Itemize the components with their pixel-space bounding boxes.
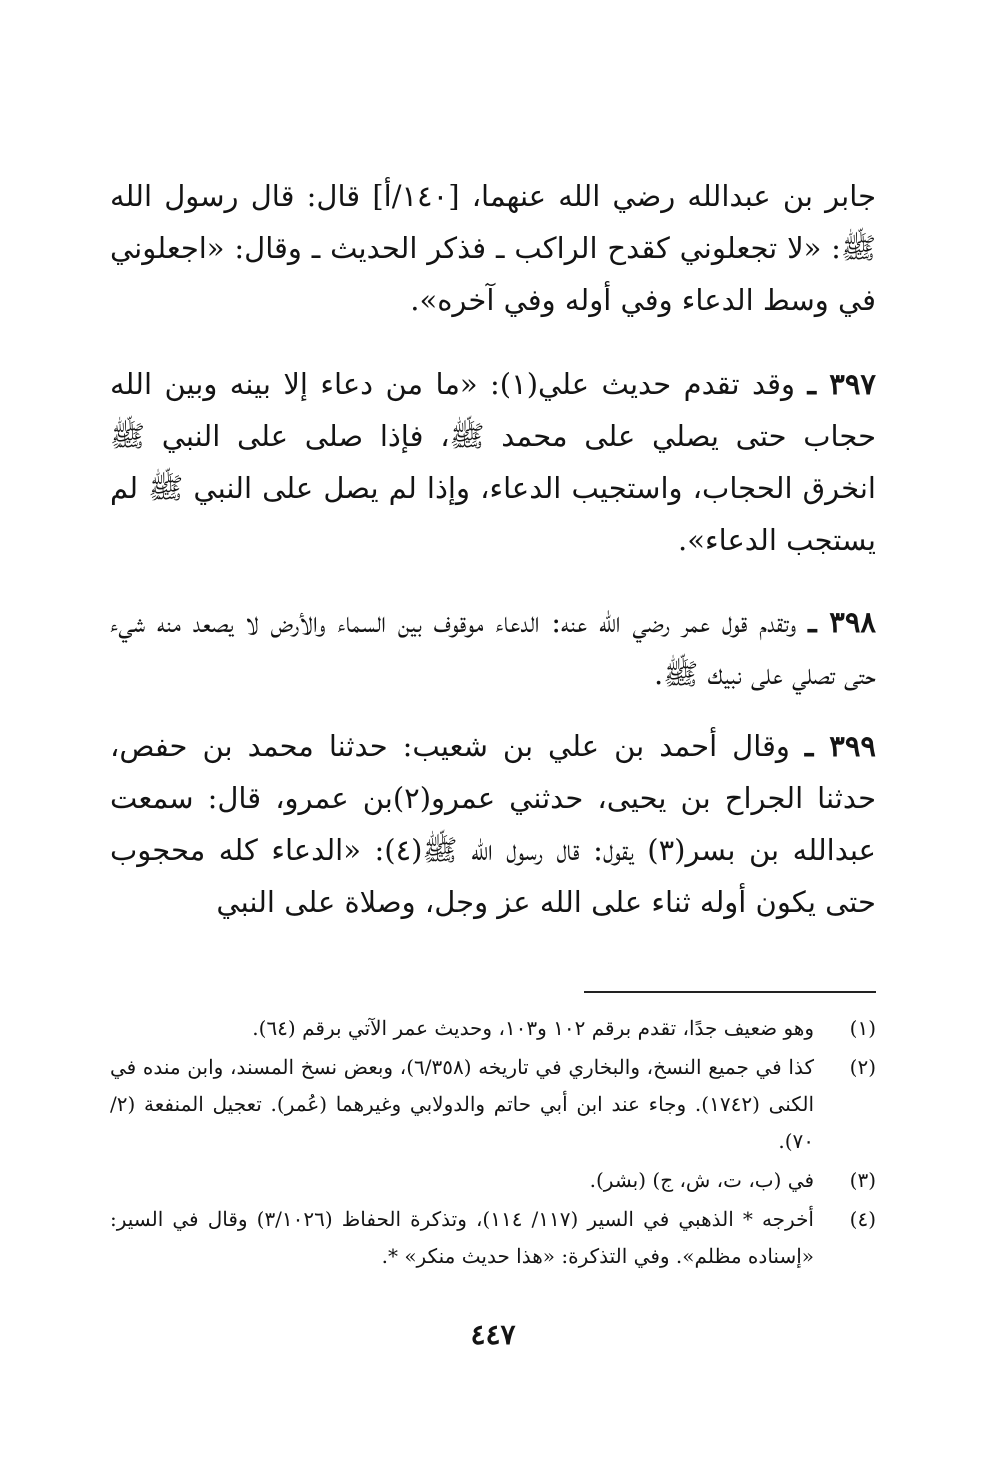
- footnote-text: أخرجه * الذهبي في السير (١١٧/ ١١٤)، وتذكرة الحفاظ (٣/١٠٢٦) وقال في السير: «إسناده مظلم». وفي التذكرة: «هذا حديث منكر» *.: [110, 1207, 814, 1268]
- footnote: [110, 1162, 876, 1199]
- footnote-mark: (٢): [849, 1055, 876, 1079]
- paragraph-text: وقال أحمد بن علي بن شعيب: حدثنا محمد بن حفص، حدثنا الجراح بن يحيى، حدثني عمرو(٢)بن عمرو، قال: سمعت عبدالله بن بسر(٣) يقول: قال رسول الله ﷺ(٤): «الدعاء كله محجوب حتى يكون أوله ثناء على الله عز وجل، وصلاة على النبي: [110, 729, 876, 919]
- paragraph-text: وتقدم قول عمر رضي الله عنه: الدعاء موقوف بين السماء والأرض لا يصعد منه شيء حتى تصلي على نبيك ﷺ.: [110, 605, 876, 691]
- footnote-text: كذا في جميع النسخ، والبخاري في تاريخه (٦/٣٥٨)، وبعض نسخ المسند، وابن منده في الكنى (١٧٤٢). وجاء عند ابن أبي حاتم والدولابي وغيرهما (عُمر). تعجيل المنفعة (٢/ ٧٠).: [110, 1055, 815, 1153]
- entry-number: ٣٩٩ ـ: [804, 729, 877, 763]
- footnote-text: في (ب، ت، ش، ج) (بشر).: [589, 1168, 814, 1192]
- paragraph-399: [110, 720, 876, 928]
- footnote: [110, 1049, 876, 1160]
- footnote-text: وهو ضعيف جدًا، تقدم برقم ١٠٢ و١٠٣، وحديث عمر الآتي برقم (٦٤).: [252, 1016, 814, 1040]
- footnote-divider: [584, 991, 876, 993]
- footnote-mark: (٤): [849, 1207, 876, 1231]
- paragraph-398: [110, 596, 876, 700]
- footnote: [110, 1201, 876, 1275]
- paragraph-text: وقد تقدم حديث علي(١): «ما من دعاء إلا بينه وبين الله حجاب حتى يصلي على محمد ﷺ، فإذا صلى على النبي ﷺ انخرق الحجاب، واستجيب الدعاء، وإذا لم يصل على النبي ﷺ لم يستجب الدعاء».: [110, 367, 876, 557]
- paragraph-continuation: جابر بن عبدالله رضي الله عنهما، [١٤٠/أ] قال: قال رسول الله ﷺ: «لا تجعلوني كقدح الراكب ـ فذكر الحديث ـ وقال: «اجعلوني في وسط الدعاء وفي أوله وفي آخره».: [110, 179, 876, 317]
- footnote: [110, 1010, 876, 1047]
- entry-number: ٣٩٧ ـ: [807, 367, 876, 401]
- footnote-mark: (٣): [849, 1168, 876, 1192]
- entry-number: ٣٩٨ ـ: [808, 605, 877, 639]
- page-number: ٤٤٧: [470, 1318, 516, 1351]
- footnotes: [110, 1010, 876, 1277]
- footnote-mark: (١): [849, 1016, 876, 1040]
- paragraph-397: [110, 358, 876, 566]
